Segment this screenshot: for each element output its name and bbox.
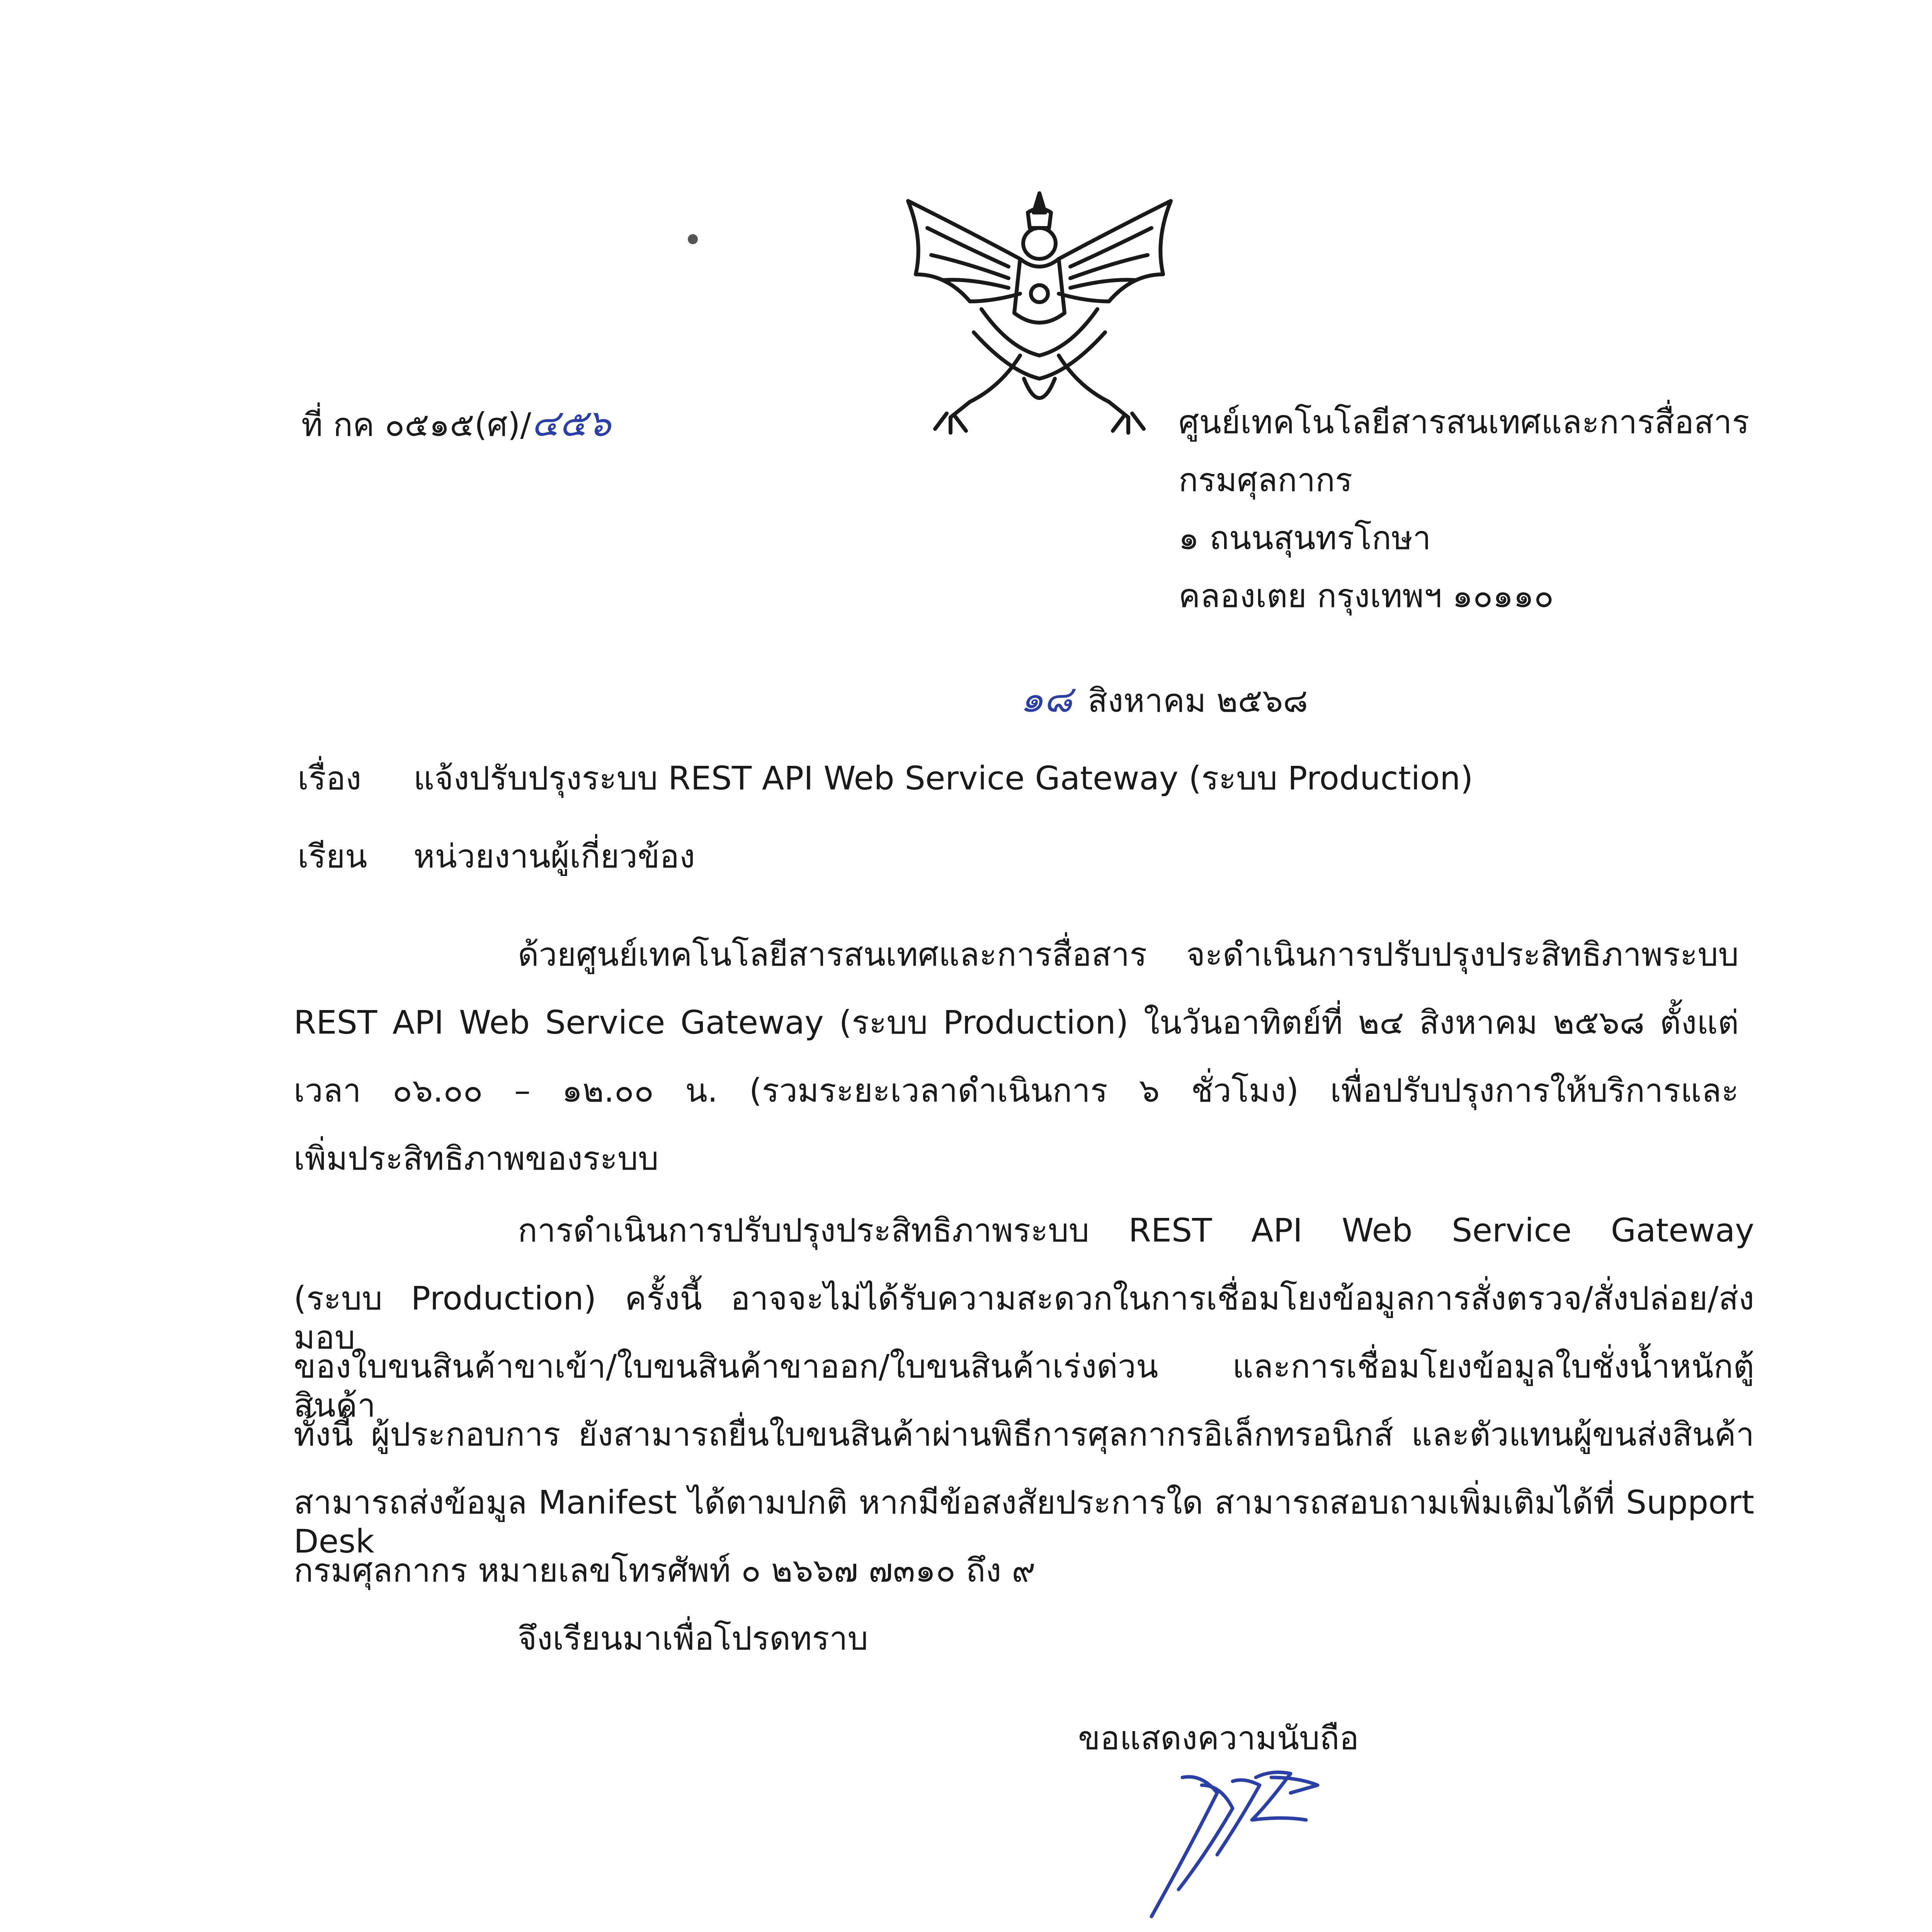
document-number-handwritten: ๔๕๖ (531, 401, 611, 445)
paragraph2-line-1: การดำเนินการปรับปรุงประสิทธิภาพระบบ REST API Web Service Gateway (518, 1211, 1754, 1249)
paragraph2-line-5: สามารถส่งข้อมูล Manifest ได้ตามปกติ หากมีข้อสงสัยประการใด สามารถสอบถามเพิ่มเติมได้ที่ Support Desk (294, 1483, 1754, 1560)
subject-label: เรื่อง (298, 759, 362, 797)
sender-line-2: กรมศุลกากร (1179, 461, 1353, 499)
recipient-label: เรียน (298, 837, 367, 875)
paragraph2-line-6: กรมศุลกากร หมายเลขโทรศัพท์ ๐ ๒๖๖๗ ๗๓๑๐ ถึง ๙ (294, 1551, 1036, 1589)
document-number-prefix: ที่ กค ๐๕๑๕(ศ)/ (301, 406, 531, 444)
speck-mark (688, 234, 698, 244)
closing-line: จึงเรียนมาเพื่อโปรดทราบ (518, 1619, 868, 1657)
paragraph1-line-2: REST API Web Service Gateway (ระบบ Production) ในวันอาทิตย์ที่ ๒๔ สิงหาคม ๒๕๖๘ ตั้งแต่ (294, 1003, 1739, 1041)
document-number (301, 401, 611, 446)
paragraph1-line-4: เพิ่มประสิทธิภาพของระบบ (294, 1139, 659, 1177)
subject-text: แจ้งปรับปรุงระบบ REST API Web Service Gateway (ระบบ Production) (413, 759, 1473, 797)
date-day-handwritten: ๑๘ (1020, 677, 1072, 721)
paragraph1-line-3: เวลา ๐๖.๐๐ – ๑๒.๐๐ น. (รวมระยะเวลาดำเนินการ ๖ ชั่วโมง) เพื่อปรับปรุงการให้บริการและ (294, 1071, 1739, 1109)
recipient-text: หน่วยงานผู้เกี่ยวข้อง (413, 837, 695, 875)
sender-line-3: ๑ ถนนสุนทรโกษา (1179, 519, 1431, 557)
garuda-emblem-icon (893, 185, 1186, 440)
salutation: ขอแสดงความนับถือ (1078, 1719, 1359, 1757)
sender-line-4: คลองเตย กรุงเทพฯ ๑๐๑๑๐ (1179, 577, 1554, 615)
paragraph1-line-1: ด้วยศูนย์เทคโนโลยีสารสนเทศและการสื่อสาร จะดำเนินการปรับปรุงประสิทธิภาพระบบ (518, 935, 1739, 973)
handwritten-signature (1144, 1762, 1360, 1924)
document-date (1020, 677, 1308, 721)
paragraph2-line-3: ของใบขนสินค้าขาเข้า/ใบขนสินค้าขาออก/ใบขนสินค้าเร่งด่วน และการเชื่อมโยงข้อมูลใบชั่งน้ำหนักตู้สินค้า (294, 1347, 1754, 1424)
date-month-year: สิงหาคม ๒๕๖๘ (1088, 682, 1308, 719)
paragraph2-line-2: (ระบบ Production) ครั้งนี้ อาจจะไม่ได้รับความสะดวกในการเชื่อมโยงข้อมูลการสั่งตรวจ/สั่งปล่อย/ส่งมอบ (294, 1279, 1754, 1356)
paragraph2-line-4: ทั้งนี้ ผู้ประกอบการ ยังสามารถยื่นใบขนสินค้าผ่านพิธีการศุลกากรอิเล็กทรอนิกส์ และตัวแทนผู้ขนส่งสินค้า (294, 1415, 1754, 1453)
sender-line-1: ศูนย์เทคโนโลยีสารสนเทศและการสื่อสาร (1179, 403, 1750, 441)
